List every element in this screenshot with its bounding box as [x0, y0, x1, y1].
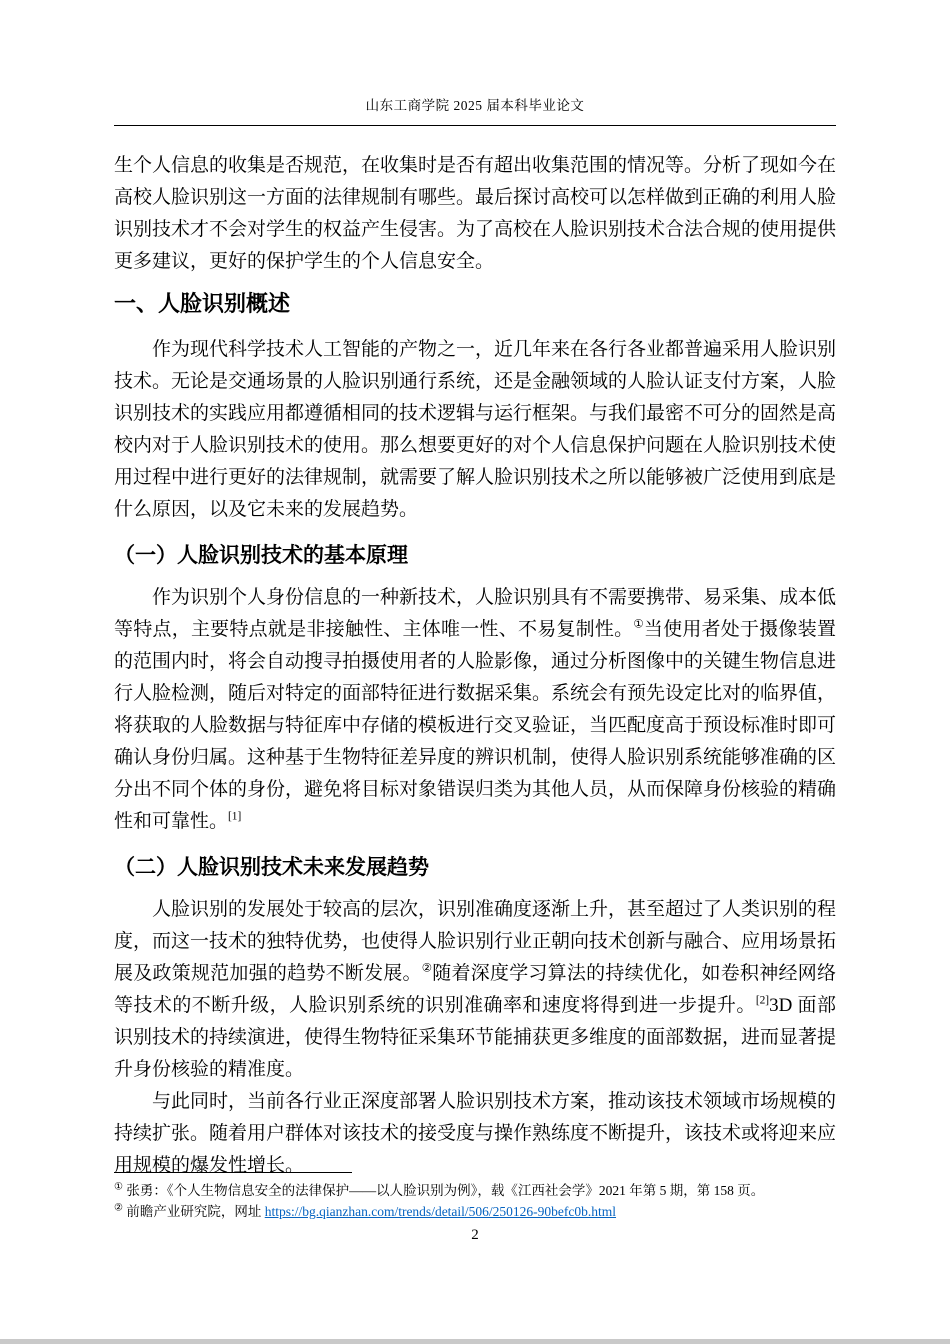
footnote-2 — [114, 1201, 836, 1222]
header-title: 山东工商学院 2025 届本科毕业论文 — [365, 98, 585, 113]
footnote-1-marker: ① — [114, 1181, 123, 1193]
footnote-2-text: 前瞻产业研究院，网址 — [122, 1204, 265, 1219]
footnote-link[interactable]: https://bg.qianzhan.com/trends/detail/506/250126-90befc0b.html — [264, 1204, 617, 1219]
paragraph-basic-principle: 作为识别个人身份信息的一种新技术，人脸识别具有不需要携带、易采集、成本低等特点，主要特点就是非接触性、主体唯一性、不易复制性。①当使用者处于摄像装置的范围内时，将会自动搜寻拍摄使用者的人脸影像，通过分析图像中的关键生物信息进行人脸检测，随后对特定的面部特征进行数据采集。系统会有预先设定比对的临界值，将获取的人脸数据与特征库中存储的模板进行交叉验证，当匹配度高于预设标准时即可确认身份归属。这种基于生物特征差异度的辨识机制，使得人脸识别系统能够准确的区分出不同个体的身份，避免将目标对象错误归类为其他人员，从而保障身份核验的精确性和可靠性。[1] — [114, 587, 837, 832]
superscript-citation: [2] — [755, 994, 770, 1007]
page-bottom-edge — [0, 1339, 950, 1344]
superscript-citation: [1] — [228, 810, 242, 823]
paragraph-continuation: 生个人信息的收集是否规范，在收集时是否有超出收集范围的情况等。分析了现如今在高校人脸识别这一方面的法律规制有哪些。最后探讨高校可以怎样做到正确的利用人脸识别技术才不会对学生的权益产生侵害。为了高校在人脸识别技术合法合规的使用提供更多建议，更好的保护学生的个人信息安全。 — [114, 155, 837, 272]
paragraph-future-trend: 人脸识别的发展处于较高的层次，识别准确度逐渐上升，甚至超过了人类识别的程度，而这一技术的独特优势，也使得人脸识别行业正朝向技术创新与融合、应用场景拓展及政策规范加强的趋势不断发展。②随着深度学习算法的持续优化，如卷积神经网络等技术的不断升级，人脸识别系统的识别准确率和速度将得到进一步提升。[2]3D 面部识别技术的持续演进，使得生物特征采集环节能捕获更多维度的面部数据，进而显著提升身份核验的精准度。 — [114, 899, 837, 1080]
page-header — [114, 96, 836, 126]
paragraph-overview: 作为现代科学技术人工智能的产物之一，近几年来在各行各业都普遍采用人脸识别技术。无论是交通场景的人脸识别通行系统，还是金融领域的人脸认证支付方案，人脸识别技术的实践应用都遵循相同的技术逻辑与运行框架。与我们最密不可分的固然是高校内对于人脸识别技术的使用。那么想要更好的对个人信息保护问题在人脸识别技术使用过程中进行更好的法律规制，就需要了解人脸识别技术之所以能够被广泛使用到底是什么原因，以及它未来的发展趋势。 — [114, 339, 837, 520]
page-number: 2 — [471, 1227, 479, 1243]
document-body — [114, 150, 836, 1182]
paragraph-market-growth: 与此同时，当前各行业正深度部署人脸识别技术方案，推动该技术领域市场规模的持续扩张。随着用户群体对该技术的接受度与操作熟练度不断提升，该技术或将迎来应用规模的爆发性增长。 — [114, 1091, 837, 1176]
footnotes-area — [114, 1172, 836, 1222]
footnote-1 — [114, 1180, 836, 1201]
footnote-1-text: 张勇：《个人生物信息安全的法律保护——以人脸识别为例》，载《江西社会学》2021 年第 5 期，第 158 页。 — [122, 1183, 765, 1198]
superscript-citation: ① — [633, 618, 644, 631]
footnote-separator — [114, 1172, 352, 1173]
footnote-2-marker: ② — [114, 1202, 123, 1214]
subsection-heading-basic-principle: （一）人脸识别技术的基本原理 — [114, 544, 408, 567]
superscript-citation: ② — [421, 962, 433, 975]
section-heading-overview: 一、人脸识别概述 — [114, 291, 291, 316]
subsection-heading-future-trend: （二）人脸识别技术未来发展趋势 — [114, 856, 429, 879]
